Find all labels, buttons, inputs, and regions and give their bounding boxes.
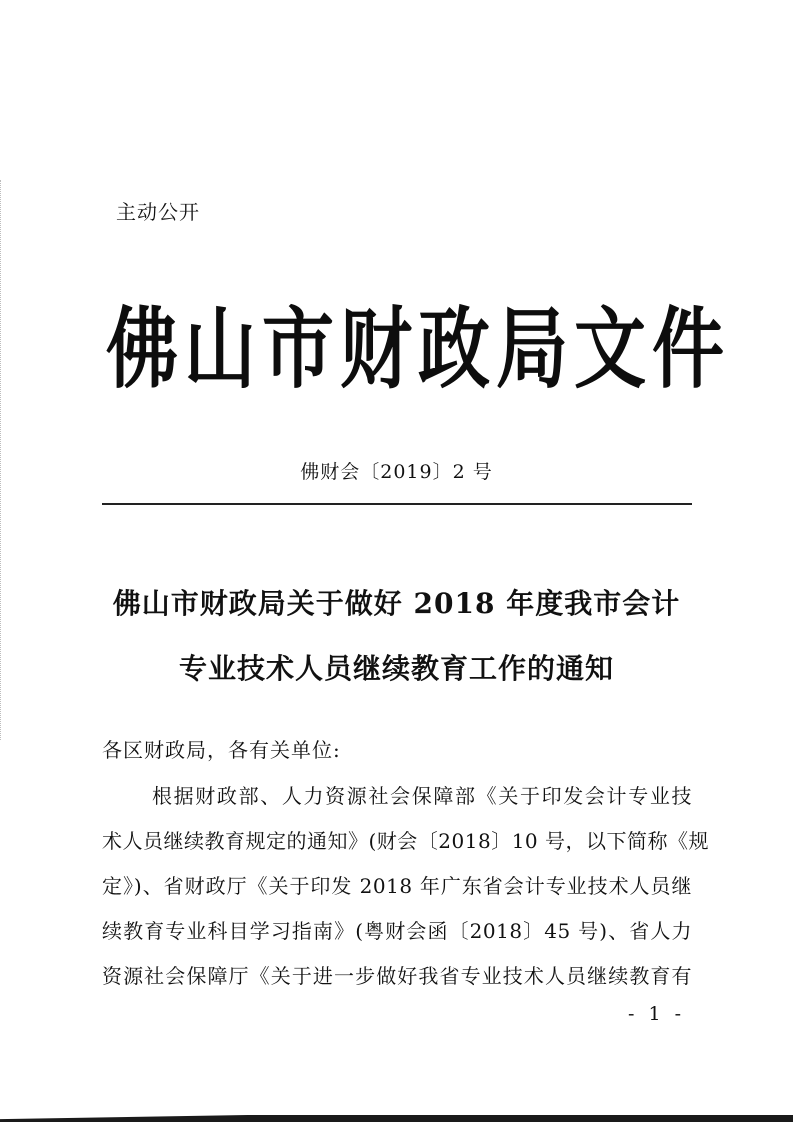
header-divider (102, 503, 692, 505)
body-line-5: 资源社会保障厅《关于进一步做好我省专业技术人员继续教育有 (102, 964, 692, 988)
body-line-1: 根据财政部、人力资源社会保障部《关于印发会计专业技 (152, 784, 692, 808)
notice-title-line-1: 佛山市财政局关于做好 2018 年度我市会计 (112, 587, 681, 620)
disclosure-label: 主动公开 (116, 200, 200, 224)
body-line-3: 定》)、省财政厅《关于印发 2018 年广东省会计专业技术人员继 (102, 874, 692, 898)
salutation: 各区财政局，各有关单位: (102, 738, 341, 762)
document-number: 佛财会〔2019〕2 号 (300, 461, 493, 483)
page-number: - 1 - (628, 1003, 686, 1025)
body-line-4: 续教育专业科目学习指南》(粤财会函〔2018〕45 号)、省人力 (102, 919, 692, 943)
document-masthead: 佛山市财政局文件 (106, 296, 731, 400)
notice-title-line-2: 专业技术人员继续教育工作的通知 (178, 652, 614, 685)
body-line-2: 术人员继续教育规定的通知》(财会〔2018〕10 号，以下简称《规 (102, 829, 710, 853)
scan-artifact-bottom (0, 1106, 793, 1122)
